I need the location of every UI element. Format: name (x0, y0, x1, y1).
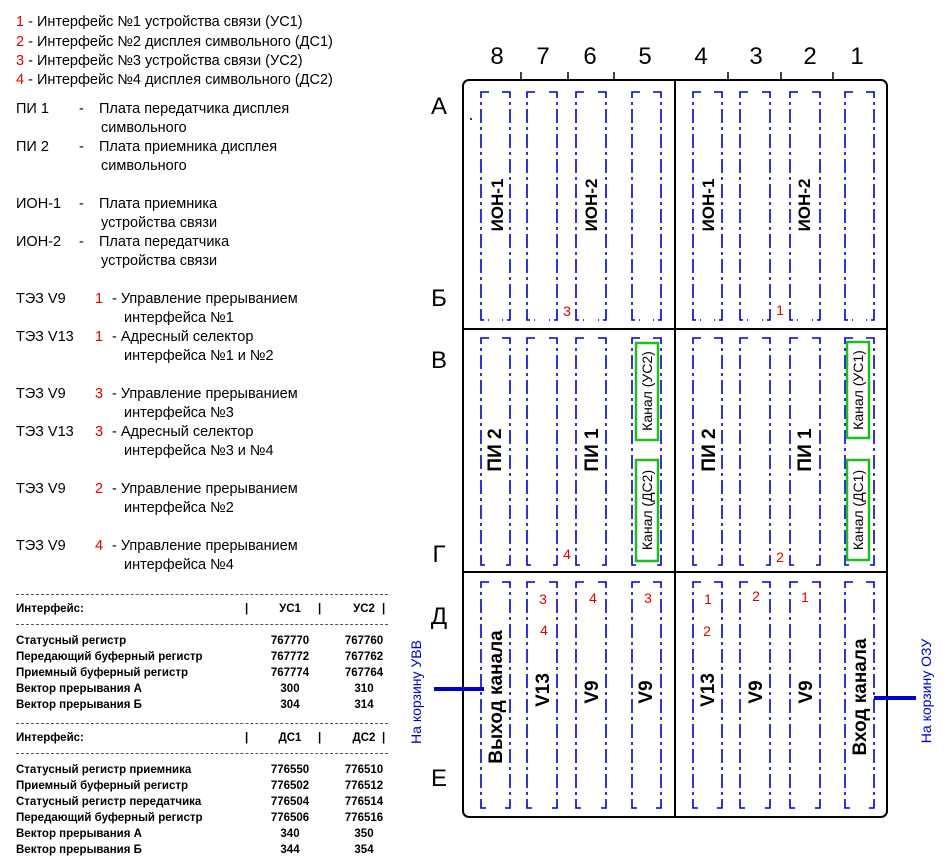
column-label: 2 (803, 43, 817, 70)
interface-mark: 3 (644, 590, 652, 606)
slot-label: ИОН-1 (488, 178, 507, 232)
slot-label: V13 (533, 673, 554, 707)
legend-item-3: 3 - Интерфейс №3 устройства связи (УС2) (16, 53, 303, 69)
slot-label: ПИ 1 (795, 428, 816, 472)
table-row: Приемный буферный регистр 767774 767764 (16, 667, 384, 679)
side-label-right: На корзину ОЗУ (918, 638, 934, 744)
side-label-left: На корзину УВВ (408, 640, 424, 744)
slot-outline (740, 338, 770, 565)
column-separator: | (382, 732, 386, 744)
column-label: 4 (694, 43, 708, 70)
column-labels (490, 43, 863, 70)
legend-item-2: 2 - Интерфейс №2 дисплея символьного (ДС1) (16, 34, 333, 50)
slot-label: Выход канала (486, 630, 507, 764)
table-row: Передающий буферный регистр 776506 776516 (16, 812, 384, 824)
row-label: Г (432, 541, 446, 568)
slot-label: V9 (746, 680, 767, 704)
slot-label: ПИ 2 (485, 428, 506, 472)
interface-mark: 1 (801, 589, 809, 605)
interface-mark: 4 (563, 546, 571, 562)
channel-labels (639, 350, 866, 550)
table-row: Статусный регистр передатчика 776504 776514 (16, 796, 384, 808)
column-label: 6 (583, 43, 597, 70)
slot-outline (740, 92, 770, 320)
row-label: В (430, 347, 448, 374)
slot-label: ПИ 1 (582, 428, 603, 472)
slot-label: V13 (698, 673, 719, 707)
table-row: Передающий буферный регистр 767772 767762 (16, 651, 384, 663)
slot-outline (527, 338, 557, 565)
table-row: Статусный регистр приемника 776550 776510 (16, 764, 384, 776)
channel-label: Канал (УС2) (639, 351, 655, 431)
row-label: А (430, 93, 448, 120)
mid-slot-labels (485, 428, 816, 472)
row-label: Б (431, 285, 447, 312)
interface-mark: 2 (776, 549, 784, 565)
table-row: Вектор прерывания А 300 310 (16, 683, 374, 695)
table-row: Вектор прерывания Б 344 354 (16, 844, 374, 856)
row-label: Е (430, 765, 448, 792)
slot-outline (845, 92, 874, 320)
interface-mark: 4 (589, 590, 597, 606)
column-separator: | (318, 603, 322, 615)
slot-label: ИОН-2 (795, 178, 814, 232)
channel-label: Канал (ДС1) (850, 469, 866, 551)
column-separator: | (318, 732, 322, 744)
column-label: 7 (536, 43, 550, 70)
dot-mark (470, 118, 472, 120)
slot-label: Вход канала (850, 638, 871, 756)
slot-label: ИОН-1 (699, 178, 718, 232)
slot-label: ПИ 2 (699, 428, 720, 472)
interface-mark: 1 (704, 591, 712, 607)
column-label: 5 (638, 43, 652, 70)
column-label: 1 (850, 43, 864, 70)
table-row: Вектор прерывания Б 304 314 (16, 699, 374, 711)
channel-label: Канал (ДС2) (639, 469, 655, 551)
interface-mark: 1 (776, 302, 784, 318)
table-header: Интерфейс: | УС1 | УС2 | (16, 603, 386, 615)
interface-mark: 2 (703, 623, 711, 639)
legend-item-4: 4 - Интерфейс №4 дисплея символьного (ДС2) (16, 72, 333, 88)
channel-label: Канал (УС1) (850, 350, 866, 430)
interface-mark: 2 (752, 588, 760, 604)
table-row: Статусный регистр 767770 767760 (16, 635, 384, 647)
interface-mark: 4 (540, 622, 548, 638)
row-label: Д (430, 603, 448, 630)
legend-item-1: 1 - Интерфейс №1 устройства связи (УС1) (16, 14, 303, 30)
column-separator: | (245, 603, 249, 615)
slot-outline (527, 92, 557, 320)
table-row: Приемный буферный регистр 776502 776512 (16, 780, 384, 792)
slot-outline (632, 92, 661, 320)
channel-boxes (636, 342, 869, 561)
bottom-slot-labels (486, 630, 871, 764)
slot-label: ИОН-2 (582, 178, 601, 232)
column-label: 8 (490, 43, 504, 70)
interface-mark: 3 (563, 303, 571, 319)
top-slot-labels (488, 179, 814, 232)
column-separator: | (245, 732, 249, 744)
table-header: Интерфейс: | ДС1 | ДС2 | (16, 732, 386, 744)
slot-label: V9 (636, 680, 657, 704)
column-separator: | (382, 603, 386, 615)
column-label: 3 (749, 43, 763, 70)
interface-mark: 3 (539, 591, 547, 607)
slot-label: V9 (582, 680, 603, 704)
table-row: Вектор прерывания А 340 350 (16, 828, 374, 840)
slot-label: V9 (796, 680, 817, 704)
